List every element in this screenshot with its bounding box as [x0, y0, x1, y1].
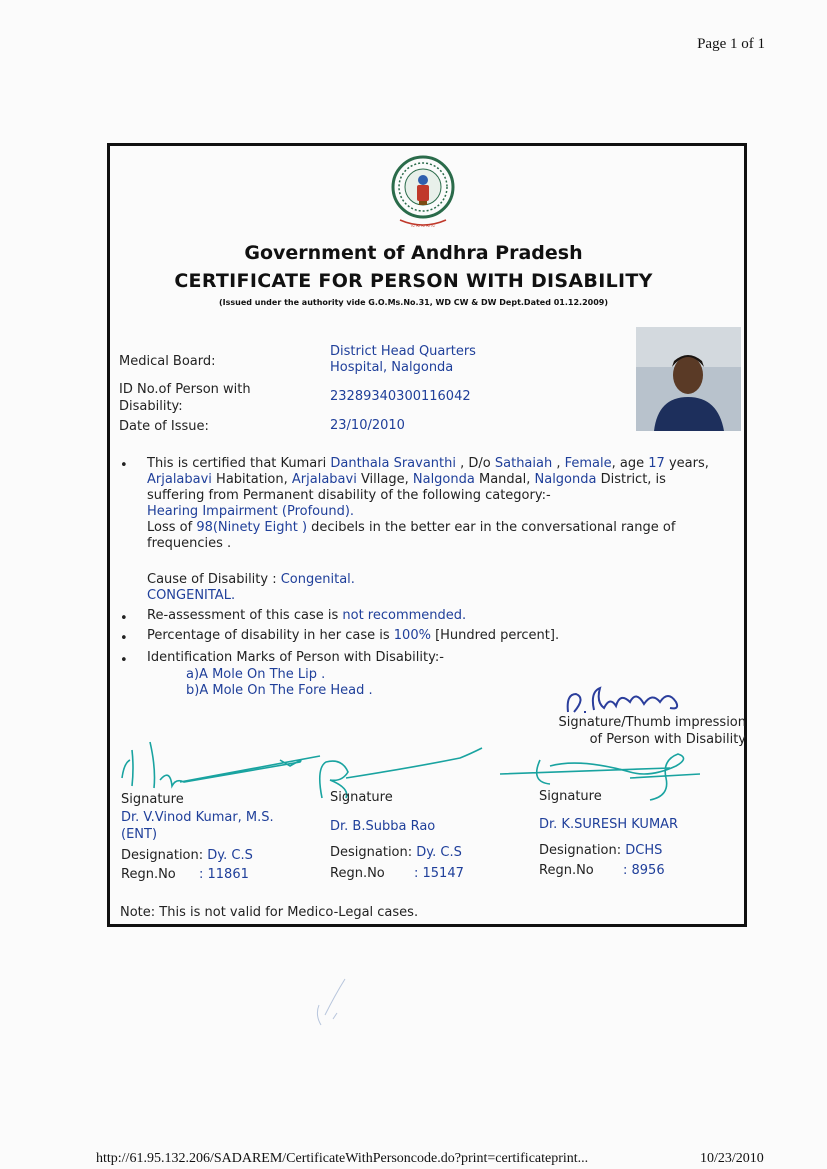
- designation-value: Dy. C.S: [416, 845, 462, 860]
- regn-label: Regn.No: [121, 867, 176, 882]
- id-label-line1: ID No.of Person with: [119, 382, 251, 397]
- habitation: Arjalabavi: [147, 472, 212, 487]
- doctor-name-line1: Dr. V.Vinod Kumar, M.S.: [121, 810, 274, 825]
- date-label: Date of Issue:: [119, 419, 209, 434]
- designation-label: Designation:: [330, 845, 413, 860]
- disability-category: Hearing Impairment (Profound).: [147, 504, 355, 519]
- signatory-2: [330, 788, 530, 883]
- district: Nalgonda: [534, 472, 597, 487]
- text: This is certified that Kumari: [147, 456, 331, 471]
- thumb-label-line2: of Person with Disability: [589, 732, 746, 747]
- text: decibels in the better ear in the conversational range of: [307, 520, 676, 535]
- cause-label: Cause of Disability :: [147, 572, 281, 587]
- cause-detail: CONGENITAL.: [147, 588, 236, 603]
- text: Mandal,: [474, 472, 535, 487]
- text: Re-assessment of this case is: [147, 608, 343, 623]
- regn-value: : 8956: [623, 863, 665, 878]
- text: [Hundred percent].: [430, 628, 560, 643]
- certificate-title: CERTIFICATE FOR PERSON WITH DISABILITY: [174, 270, 653, 292]
- designation-label: Designation:: [121, 848, 204, 863]
- text: Habitation,: [211, 472, 292, 487]
- person-signature: [560, 682, 690, 718]
- cause-block: [147, 572, 747, 604]
- bullet: •: [120, 653, 128, 668]
- village: Arjalabavi: [291, 472, 357, 487]
- certification-paragraph: [147, 456, 747, 552]
- medical-board-value-line1: District Head Quarters: [330, 344, 476, 359]
- svg-text:~~~~~: ~~~~~: [410, 223, 436, 230]
- mark-b: b)A Mole On The Fore Head .: [186, 683, 373, 698]
- person-photo: [636, 327, 741, 431]
- text: District, is: [596, 472, 666, 487]
- text: Percentage of disability in her case is: [147, 628, 394, 643]
- reassessment-line: [147, 608, 747, 624]
- age: 17: [648, 456, 665, 471]
- text: Loss of: [147, 520, 197, 535]
- designation-label: Designation:: [539, 843, 622, 858]
- medical-board-value-line2: Hospital, Nalgonda: [330, 360, 454, 375]
- print-date: 10/23/2010: [700, 1151, 764, 1166]
- regn-value: : 11861: [199, 867, 249, 882]
- medical-board-label: Medical Board:: [119, 354, 216, 369]
- government-title: Government of Andhra Pradesh: [244, 242, 583, 264]
- doctor-name-line1: Dr. K.SURESH KUMAR: [539, 817, 679, 832]
- signature-label: Signature: [539, 789, 602, 804]
- text: suffering from Permanent disability of the following category:-: [147, 488, 551, 503]
- signature-label: Signature: [330, 790, 393, 805]
- bullet: •: [120, 611, 128, 626]
- signatory-1: [121, 790, 321, 884]
- person-name: Danthala Sravanthi: [330, 456, 456, 471]
- text: frequencies .: [147, 536, 232, 551]
- bullet: •: [120, 631, 128, 646]
- thumb-label-line1: Signature/Thumb impression: [558, 715, 746, 730]
- text: Village,: [356, 472, 413, 487]
- legal-note: Note: This is not valid for Medico-Legal cases.: [120, 905, 419, 920]
- percentage-line: [147, 628, 747, 644]
- date-value: 23/10/2010: [330, 418, 405, 433]
- father-name: Sathaiah: [494, 456, 553, 471]
- authority-line: (Issued under the authority vide G.O.Ms.No.31, WD CW & DW Dept.Dated 01.12.2009): [219, 298, 608, 307]
- text: ,: [552, 456, 565, 471]
- cause-value: Congenital.: [280, 572, 355, 587]
- designation-value: DCHS: [625, 843, 663, 858]
- percentage-value: 100%: [393, 628, 431, 643]
- hearing-loss-value: 98(Ninety Eight ): [196, 520, 308, 535]
- gender: Female: [564, 456, 612, 471]
- bullet: •: [120, 458, 128, 473]
- doctor-name-line1: Dr. B.Subba Rao: [330, 819, 436, 834]
- page-number: Page 1 of 1: [697, 36, 765, 52]
- designation-value: Dy. C.S: [207, 848, 253, 863]
- reassessment-value: not recommended.: [342, 608, 467, 623]
- doctor-name-line2: (ENT): [121, 827, 158, 842]
- identification-marks-label: Identification Marks of Person with Disability:-: [147, 650, 444, 665]
- signature-label: Signature: [121, 792, 184, 807]
- regn-value: : 15147: [414, 866, 464, 881]
- text: years,: [664, 456, 709, 471]
- regn-label: Regn.No: [330, 866, 385, 881]
- print-url: http://61.95.132.206/SADAREM/CertificateWithPersoncode.do?print=certificateprint...: [96, 1151, 589, 1166]
- id-label-line2: Disability:: [119, 399, 183, 414]
- signatory-3: [539, 787, 739, 880]
- text: , age: [611, 456, 649, 471]
- text: , D/o: [456, 456, 495, 471]
- stray-mark: [305, 975, 355, 1030]
- state-emblem-icon: [388, 154, 458, 234]
- mandal: Nalgonda: [412, 472, 475, 487]
- regn-label: Regn.No: [539, 863, 594, 878]
- mark-a: a)A Mole On The Lip .: [186, 667, 326, 682]
- id-value: 23289340300116042: [330, 389, 471, 404]
